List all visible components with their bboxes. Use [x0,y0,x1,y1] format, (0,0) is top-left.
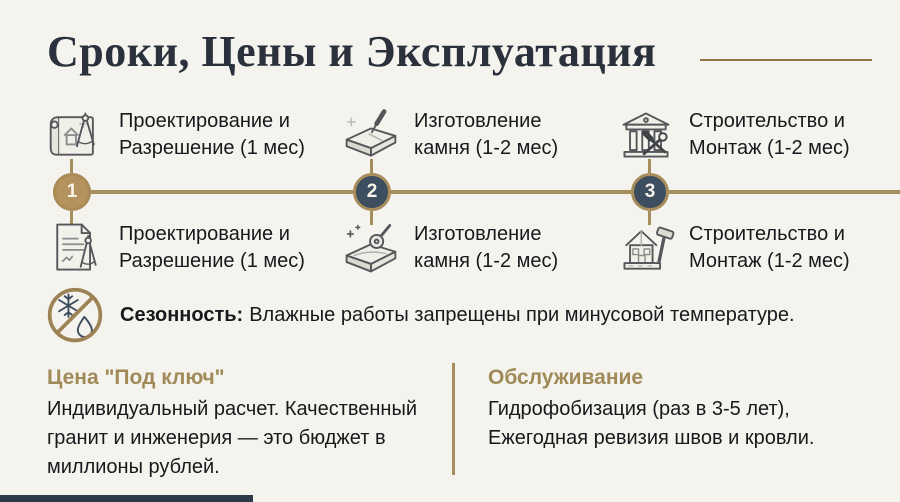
timeline-line [70,190,900,194]
timeline-tick [370,159,373,173]
step-item-construction-bottom [616,217,850,279]
price-heading: Цена "Под ключ" [47,366,225,389]
service-body [488,395,814,453]
house-hammer-icon [616,218,676,278]
label-line: Монтаж (1-2 мес) [689,250,850,272]
seasonality-note [45,285,795,345]
title-rule [700,59,872,61]
step-item-label [414,108,558,162]
blueprint-compass-icon [46,105,106,165]
step-circle-1: 1 [53,173,91,211]
step-item-design-bottom [46,217,305,279]
step-item-label [689,108,850,162]
price-line: миллионы рублей. [47,456,220,478]
seasonality-text [120,304,795,327]
price-body [47,395,417,482]
step-item-label [119,221,305,275]
label-line: Монтаж (1-2 мес) [689,137,850,159]
label-line: Проектирование и [119,110,290,132]
step-item-stonework-bottom [341,217,558,279]
label-line: Проектирование и [119,223,290,245]
stone-polishing-icon [341,218,401,278]
step-item-label [119,108,305,162]
step-item-stonework-top [341,104,558,166]
timeline-tick [648,159,651,173]
document-compass-icon [46,218,106,278]
service-line: Гидрофобизация (раз в 3-5 лет), [488,398,790,420]
price-line: гранит и инженерия — это бюджет в [47,427,386,449]
seasonality-body: Влажные работы запрещены при минусовой температуре. [249,303,795,326]
step-item-label [414,221,558,275]
step-circle-3: 3 [631,173,669,211]
label-line: Изготовление [414,110,542,132]
label-line: Строительство и [689,223,845,245]
label-line: камня (1-2 мес) [414,137,559,159]
column-divider [452,363,455,475]
step-item-label [689,221,850,275]
bottom-accent-bar [0,495,253,502]
seasonality-label: Сезонность: [120,303,244,326]
page-title: Сроки, Цены и Эксплуатация [47,27,657,76]
mausoleum-tools-icon [616,105,676,165]
label-line: Строительство и [689,110,845,132]
service-heading: Обслуживание [488,366,644,389]
timeline-tick [70,159,73,173]
label-line: камня (1-2 мес) [414,250,559,272]
label-line: Разрешение (1 мес) [119,137,305,159]
service-line: Ежегодная ревизия швов и кровли. [488,427,815,449]
step-circle-2: 2 [353,173,391,211]
step-item-construction-top [616,104,850,166]
no-frost-icon [45,285,105,345]
label-line: Изготовление [414,223,542,245]
price-line: Индивидуальный расчет. Качественный [47,398,418,420]
step-item-design-top [46,104,305,166]
stone-carving-icon [341,105,401,165]
label-line: Разрешение (1 мес) [119,250,305,272]
